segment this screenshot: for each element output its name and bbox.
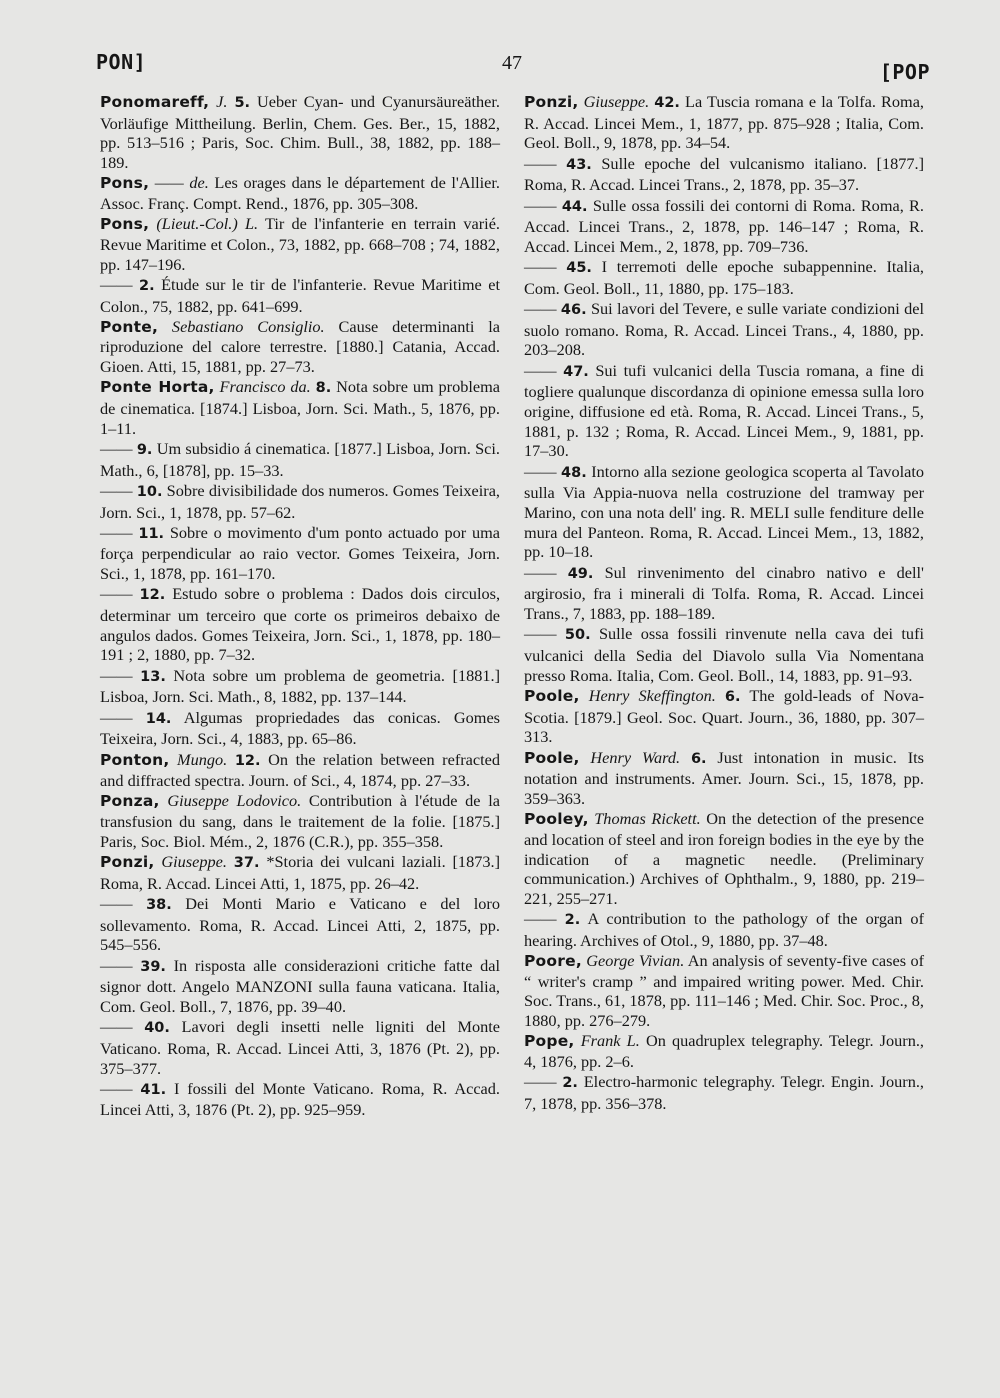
- entry-text: Sobre o movimento d'um ponto actuado por uma força perpendicular ao raio vector. Gomes Teixeira, Jorn. Sci., 1, 1878, pp. 161–170.: [100, 522, 500, 584]
- bibliography-entry: [524, 909, 924, 950]
- entry-text: Intorno alla sezione geologica scoperta al Tavolato sulla Via Appia-nuova nella costruzione del tramway per Marino, con una nota dell' ing. R. MELI sulle fenditure delle mura del Panteon. Roma, R. Accad. Lincei Mem., 13, 1882, pp. 10–18.: [524, 461, 925, 562]
- entry-text: Algumas propriedades das conicas. Gomes Teixeira, Jorn. Sci., 4, 1883, pp. 65–86.: [100, 707, 501, 749]
- entry-text: Sobre divisibilidade dos numeros. Gomes Teixeira, Jorn. Sci., 1, 1878, pp. 57–62.: [100, 480, 500, 522]
- author-given-name: Francisco da.: [219, 377, 311, 397]
- author-given-name: (Lieut.-Col.) L.: [156, 214, 259, 234]
- entry-text: Sulle ossa fossili dei contorni di Roma. Roma, R. Accad. Lincei Trans., 2, 1878, pp. 146–147 ; Roma, R. Accad. Lincei Mem., 2, 1878, pp. 709–736.: [524, 195, 924, 256]
- entry-number: 11.: [138, 525, 165, 542]
- entry-number: 2.: [139, 277, 155, 294]
- entry-dash: ——: [100, 893, 133, 913]
- entry-number: 10.: [136, 483, 163, 500]
- author-name: Pope,: [524, 1032, 575, 1051]
- bibliography-entry: [100, 791, 500, 851]
- bibliography-entry: [524, 196, 924, 257]
- bibliography-entry: [100, 92, 500, 173]
- entry-number: 12.: [139, 587, 166, 604]
- entry-number: 37.: [233, 855, 260, 872]
- entry-number: 41.: [140, 1081, 167, 1098]
- entry-text: A contribution to the pathology of the organ of hearing. Archives of Otol., 9, 1880, pp. 37–48.: [524, 909, 924, 950]
- bibliography-entry: [100, 439, 500, 480]
- bibliography-entry: [524, 361, 924, 462]
- bibliography-entry: [100, 1017, 500, 1078]
- entry-number: 12.: [234, 752, 261, 769]
- bibliography-entry: [524, 748, 924, 809]
- author-given-name: Sebastiano Consiglio.: [171, 316, 325, 336]
- left-column: [100, 92, 500, 1121]
- entry-text: I terremoti delle epoche subappennine. Italia, Com. Geol. Boll., 11, 1880, pp. 175–183.: [524, 257, 924, 298]
- entry-text: On quadruplex telegraphy. Telegr. Journ., 4, 1876, pp. 2–6.: [524, 1031, 924, 1072]
- header-right: [POP: [879, 60, 930, 84]
- author-name: Pons,: [100, 174, 150, 193]
- author-name: Ponzi,: [100, 853, 155, 872]
- entry-number: 9.: [136, 441, 153, 458]
- bibliography-entry: [100, 666, 500, 707]
- bibliography-entry: [524, 92, 924, 153]
- author-name: Ponte,: [100, 317, 159, 336]
- entry-text: Étude sur le tir de l'infanterie. Revue Maritime et Colon., 75, 1882, pp. 641–699.: [100, 274, 500, 316]
- author-given-name: Frank L.: [580, 1031, 640, 1051]
- entry-text: Sui tufi vulcanici della Tuscia romana, a fine di togliere qualunque discordanza di opinione emessa sulla loro origine, diffusione ed età. Roma, R. Accad. Lincei Trans., 5, 1881, p. 132 ; Roma, R. Accad. Lincei Mem., 9, 1881, pp. 17–30.: [524, 360, 924, 461]
- entry-text: Electro-harmonic telegraphy. Telegr. Engin. Journ., 7, 1878, pp. 356–378.: [524, 1072, 924, 1113]
- entry-number: 13.: [140, 668, 166, 685]
- bibliography-entry: [100, 214, 500, 274]
- entry-text: Nota sobre um problema de geometria. [1881.] Lisboa, Jorn. Sci. Math., 8, 1882, pp. 137–144.: [100, 665, 501, 707]
- entry-number: 2.: [564, 912, 581, 929]
- entry-dash: ——: [524, 909, 557, 929]
- entry-dash: ——: [524, 257, 557, 277]
- author-given-name: J.: [216, 92, 228, 111]
- bibliography-entry: [524, 624, 924, 685]
- bibliography-entry: [524, 809, 924, 909]
- bibliography-entry: [100, 852, 500, 893]
- entry-dash: ——: [100, 665, 133, 685]
- author-given-name: —— de.: [154, 173, 209, 193]
- entry-text: *Storia dei vulcani laziali. [1873.] Roma, R. Accad. Lincei Atti, 1, 1875, pp. 26–42.: [100, 852, 500, 893]
- entry-text: Ueber Cyan- und Cyanursäureäther. Vorläufige Mittheilung. Berlin, Chem. Ges. Ber., 15, 1882, pp. 513–516 ; Paris, Soc. Chim. Bull., 38, 1882, pp. 188–189.: [100, 92, 500, 173]
- author-given-name: Henry Ward.: [590, 747, 681, 767]
- entry-dash: ——: [100, 522, 133, 542]
- entry-number: 46.: [560, 302, 587, 319]
- entry-number: 49.: [567, 565, 594, 582]
- entry-text: Sulle epoche del vulcanismo italiano. [1877.] Roma, R. Accad. Lincei Trans., 2, 1878, pp. 35–37.: [524, 153, 925, 195]
- author-name: Pooley,: [524, 810, 589, 829]
- page-number: 47: [502, 52, 522, 74]
- running-header: [96, 50, 930, 86]
- author-given-name: Giuseppe Lodovico.: [167, 791, 302, 811]
- entry-dash: ——: [100, 438, 133, 458]
- entry-dash: ——: [100, 1017, 133, 1037]
- author-name: Ponzi,: [524, 93, 579, 111]
- author-name: Ponte Horta,: [100, 378, 215, 397]
- bibliography-entry: [100, 523, 500, 584]
- author-name: Ponza,: [100, 792, 160, 811]
- author-given-name: Giuseppe.: [583, 92, 650, 111]
- bibliography-entry: [100, 1079, 500, 1120]
- bibliography-entry: [100, 317, 500, 377]
- entry-text: On the detection of the presence and location of steel and iron foreign bodies in the eye by the indication of a magnetic needle. (Preliminary communication.) Archives of Ophthalm., 9, 1880, pp. 219–221, 255–271.: [524, 809, 924, 908]
- entry-text: Dei Monti Mario e Vaticano e del loro sollevamento. Roma, R. Accad. Lincei Atti, 2, 1875, pp. 545–556.: [100, 893, 500, 955]
- entry-text: Sulle ossa fossili rinvenute nella cava dei tufi vulcanici della Sedia del Diavolo sulla Via Nomentana presso Roma. Italia, Com. Geol. Boll., 14, 1883, pp. 91–93.: [524, 624, 925, 685]
- bibliography-entry: [100, 173, 500, 213]
- entry-dash: ——: [524, 562, 557, 582]
- entry-number: 2.: [562, 1075, 578, 1092]
- bibliography-entry: [524, 563, 924, 624]
- author-name: Poore,: [524, 952, 582, 971]
- entry-dash: ——: [524, 461, 557, 481]
- entry-dash: ——: [524, 153, 557, 173]
- author-name: Poole,: [524, 686, 580, 705]
- entry-text: Just intonation in music. Its notation and instruments. Amer. Journ. Sci., 15, 1878, pp. 359–363.: [524, 747, 924, 808]
- bibliography-entry: [524, 257, 924, 298]
- entry-text: Cause determinanti la riproduzione del calore terrestre. [1880.] Catania, Accad. Gioen. Atti, 15, 1881, pp. 27–73.: [100, 316, 500, 377]
- author-given-name: Mungo.: [177, 749, 228, 769]
- bibliography-entry: [100, 956, 500, 1017]
- bibliography-entry: [524, 951, 924, 1031]
- entry-dash: ——: [100, 274, 133, 294]
- entry-text: Um subsidio á cinematica. [1877.] Lisboa, Jorn. Sci. Math., 6, [1878], pp. 15–33.: [100, 438, 500, 480]
- author-given-name: Giuseppe.: [161, 852, 227, 872]
- entry-number: 8.: [315, 380, 332, 397]
- author-given-name: George Vivian.: [586, 951, 685, 971]
- entry-dash: ——: [524, 624, 557, 644]
- bibliography-entry: [100, 275, 500, 316]
- entry-number: 48.: [561, 464, 587, 481]
- entry-text: Sui lavori del Tevere, e sulle variate condizioni del suolo romano. Roma, R. Accad. Lincei Trans., 4, 1880, pp. 203–208.: [524, 299, 924, 360]
- entry-dash: ——: [100, 1078, 133, 1098]
- entry-dash: ——: [524, 360, 557, 380]
- bibliography-entry: [524, 1072, 924, 1113]
- author-name: Pons,: [100, 215, 150, 234]
- entry-dash: ——: [100, 707, 133, 727]
- bibliography-entry: [100, 584, 500, 665]
- author-given-name: Henry Skeffington.: [588, 685, 716, 705]
- bibliography-entry: [100, 894, 500, 955]
- entry-number: 50.: [564, 627, 591, 644]
- entry-dash: ——: [100, 480, 133, 500]
- entry-text: In risposta alle considerazioni critiche fatte dal signor dott. Angelo MANZONI sulla fauna vaticana. Italia, Com. Geol. Boll., 7, 1876, pp. 39–40.: [100, 955, 500, 1016]
- entry-number: 5.: [234, 95, 251, 111]
- entry-number: 45.: [566, 260, 592, 277]
- entry-dash: ——: [100, 584, 133, 604]
- entry-text: Lavori degli insetti nelle ligniti del Monte Vaticano. Roma, R. Accad. Lincei Atti, 3, 1876 (Pt. 2), pp. 375–377.: [100, 1017, 501, 1078]
- entry-number: 14.: [145, 710, 172, 727]
- entry-number: 43.: [566, 156, 592, 173]
- author-name: Ponomareff,: [100, 93, 210, 111]
- entry-number: 44.: [561, 198, 588, 215]
- entry-number: 38.: [146, 896, 172, 913]
- entry-dash: ——: [524, 1072, 557, 1092]
- entry-text: An analysis of seventy-five cases of “ writer's cramp ” and impaired writing power. Med. Chir. Soc. Trans., 61, 1878, pp. 111–146 ; Med. Chir. Soc. Proc., 8, 1880, pp. 276–279.: [524, 951, 925, 1031]
- bibliography-entry: [524, 154, 924, 195]
- author-name: Ponton,: [100, 750, 170, 769]
- author-name: Poole,: [524, 748, 580, 767]
- entry-number: 47.: [563, 363, 589, 380]
- bibliography-entry: [100, 481, 500, 522]
- bibliography-entry: [100, 750, 500, 791]
- bibliography-entry: [524, 462, 924, 563]
- entry-text: Estudo sobre o problema : Dados dois circulos, determinar um terceiro que corte os primeiros debaixo de angulos dados. Gomes Teixeira, Jorn. Sci., 1, 1878, pp. 180–191 ; 2, 1880, pp. 7–32.: [100, 584, 501, 665]
- entry-number: 42.: [654, 95, 680, 111]
- entry-text: I fossili del Monte Vaticano. Roma, R. Accad. Lincei Atti, 3, 1876 (Pt. 2), pp. 925–959.: [100, 1078, 500, 1120]
- author-given-name: Thomas Rickett.: [594, 809, 701, 829]
- entry-text: The gold-leads of Nova-Scotia. [1879.] Geol. Soc. Quart. Journ., 36, 1880, pp. 307–313.: [524, 685, 925, 747]
- bibliography-entry: [524, 299, 924, 360]
- bibliography-entry: [100, 708, 500, 749]
- header-left: PON]: [96, 50, 147, 74]
- entry-text: La Tuscia romana e la Tolfa. Roma, R. Accad. Lincei Mem., 1, 1877, pp. 875–928 ; Italia, Com. Geol. Boll., 9, 1878, pp. 34–54.: [524, 92, 925, 153]
- entry-number: 6.: [690, 750, 707, 767]
- entry-text: Sul rinvenimento del cinabro nativo e dell' argirosio, fra i minerali di Tolfa. Roma, R. Accad. Lincei Trans., 7, 1883, pp. 188–189.: [524, 562, 924, 624]
- right-column: [524, 92, 924, 1114]
- bibliography-entry: [100, 377, 500, 438]
- entry-text: On the relation between refracted and diffracted spectra. Journ. of Sci., 4, 1874, pp. 27–33.: [100, 749, 501, 791]
- entry-number: 6.: [724, 688, 741, 705]
- entry-dash: ——: [524, 299, 557, 319]
- bibliography-entry: [524, 1031, 924, 1071]
- entry-dash: ——: [100, 955, 133, 975]
- entry-text: Contribution à l'étude de la transfusion du sang, dans le traitement de la folie. [1875.] Paris, Soc. Biol. Mém., 2, 1876 (C.R.), pp. 355–358.: [100, 791, 500, 851]
- entry-text: Tir de l'infanterie en terrain varié. Revue Maritime et Colon., 73, 1882, pp. 668–708 ; 74, 1882, pp. 147–196.: [100, 214, 500, 274]
- entry-text: Les orages dans le département de l'Allier. Assoc. Franç. Compt. Rend., 1876, pp. 305–308.: [100, 173, 501, 214]
- entry-number: 39.: [140, 958, 166, 975]
- bibliography-entry: [524, 686, 924, 747]
- entry-dash: ——: [524, 195, 557, 215]
- entry-number: 40.: [144, 1020, 170, 1037]
- entry-text: Nota sobre um problema de cinematica. [1874.] Lisboa, Jorn. Sci. Math., 5, 1876, pp. 1–11.: [100, 377, 500, 438]
